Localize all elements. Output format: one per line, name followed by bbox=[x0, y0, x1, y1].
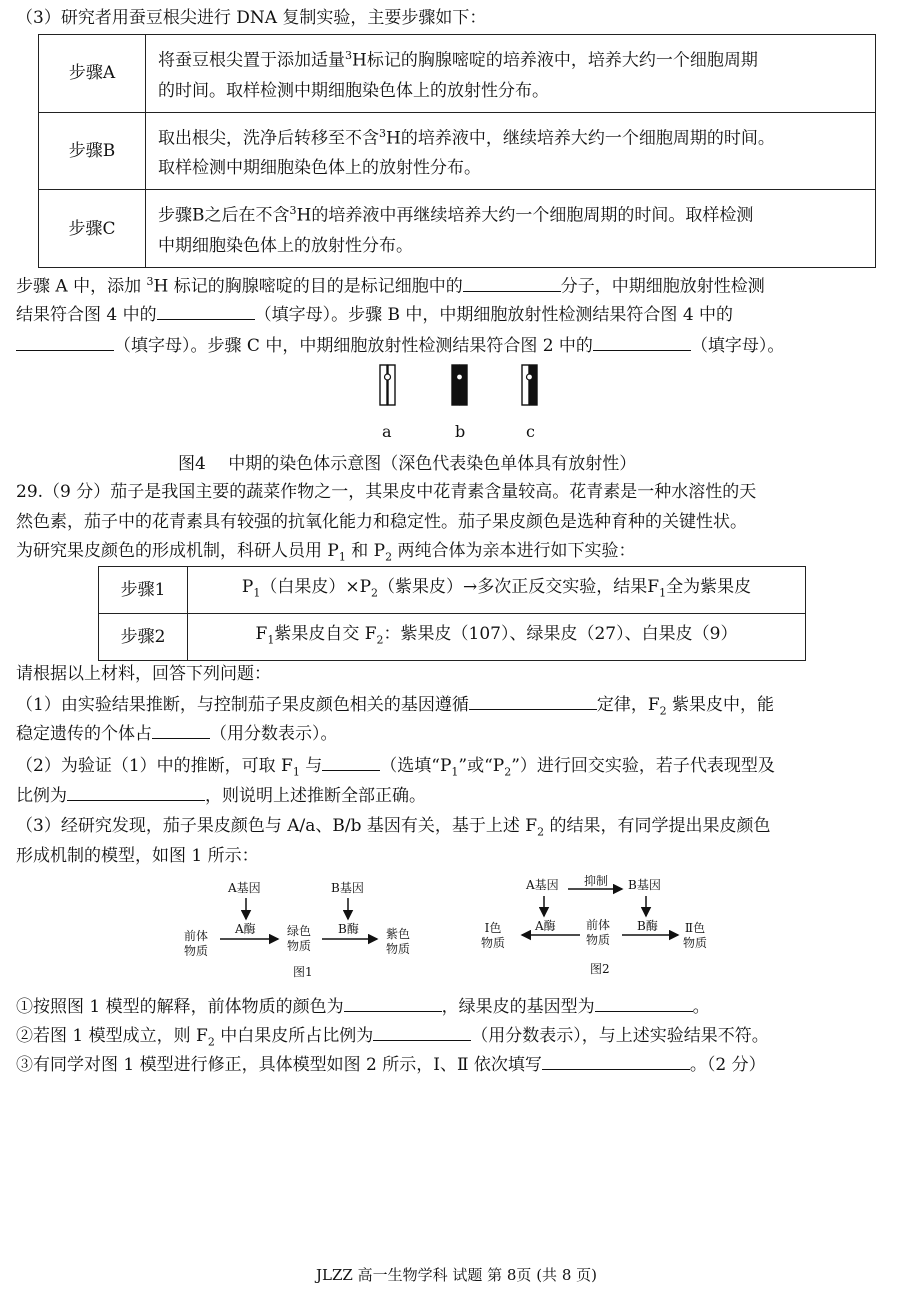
step-b-label: 步骤B bbox=[39, 112, 146, 190]
answer-blank[interactable] bbox=[373, 1024, 471, 1041]
fig4-label-c: c bbox=[526, 422, 535, 441]
step-c-text: 步骤B之后在不含$^3$H的培养液中再继续培养大约一个细胞周期的时间。取样检测 中期细胞染色体上的放射性分布。 bbox=[146, 190, 876, 268]
fig1-precursor: 前体 物质 bbox=[184, 929, 209, 958]
q29-line3: 为研究果皮颜色的形成机制，科研人员用 $P_1$ 和 $P_2$ 两纯合体为亲本进行如下实验： bbox=[16, 541, 636, 564]
q28-para-line1: 步骤 A 中，添加 $^3$H 标记的胸腺嘧啶的目的是标记细胞中的 分子，中期细胞放射性检测 bbox=[16, 275, 765, 297]
q29-1-line1: （1）由实验结果推断，与控制茄子果皮颜色相关的基因遵循 定律，$F_2$ 紫果皮中，能 bbox=[16, 695, 775, 718]
fig1-a-enzyme: A酶 bbox=[235, 922, 256, 936]
fig1-a-gene: A基因 bbox=[228, 881, 261, 895]
table-row bbox=[99, 567, 806, 614]
q29-2-line2: 比例为 ，则说明上述推断全部正确。 bbox=[16, 786, 426, 806]
step-a-text: 将蚕豆根尖置于添加适量$^3$H标记的胸腺嘧啶的培养液中，培养大约一个细胞周期 的时间。取样检测中期细胞染色体上的放射性分布。 bbox=[146, 35, 876, 113]
answer-blank[interactable] bbox=[157, 303, 255, 320]
fig2-ii-substance: Ⅱ色 物质 bbox=[683, 921, 708, 950]
fig2-precursor: 前体 物质 bbox=[586, 918, 611, 947]
q29-2-line1: （2）为验证（1）中的推断，可取 $F_1$ 与 （选填“$P_1$”或“$P_2$”）进行回交实验，若子代表现型及 bbox=[16, 756, 775, 779]
fig1-b-gene: B基因 bbox=[331, 881, 364, 895]
q29-line2: 然色素，茄子中的花青素具有较强的抗氧化能力和稳定性。茄子果皮颜色是选种育种的关键性状。 bbox=[16, 512, 747, 532]
step1-text: $P_1$（白果皮）$\times P_2$（紫果皮）→多次正反交实验，结果$F_1$全为紫果皮 bbox=[188, 567, 806, 614]
chromosome-a bbox=[380, 365, 395, 405]
q29-3-sub3: ③有同学对图 1 模型进行修正，具体模型如图 2 所示，Ⅰ、Ⅱ 依次填写 。（2 分） bbox=[16, 1055, 766, 1075]
fig2-a-enzyme: A酶 bbox=[535, 919, 556, 933]
answer-blank[interactable] bbox=[593, 334, 691, 351]
fig2-inhibit: 抑制 bbox=[584, 874, 609, 888]
fig2-caption: 图2 bbox=[590, 962, 610, 976]
fig1-purple-substance: 紫色 物质 bbox=[386, 927, 411, 956]
step-b-text: 取出根尖，洗净后转移至不含$^3$H的培养液中，继续培养大约一个细胞周期的时间。 取样检测中期细胞染色体上的放射性分布。 bbox=[146, 112, 876, 190]
step1-label: 步骤1 bbox=[99, 567, 188, 614]
answer-blank[interactable] bbox=[322, 754, 380, 771]
answer-blank[interactable] bbox=[542, 1053, 690, 1070]
q29-line1: 29.（9 分）茄子是我国主要的蔬菜作物之一，其果皮中花青素含量较高。花青素是一种水溶性的天 bbox=[16, 482, 757, 502]
table-row bbox=[39, 112, 876, 190]
fig2-b-enzyme: B酶 bbox=[637, 919, 658, 933]
fig4-caption: 图4 中期的染色体示意图（深色代表染色单体具有放射性） bbox=[178, 454, 637, 474]
answer-blank[interactable] bbox=[595, 995, 693, 1012]
table-row bbox=[39, 190, 876, 268]
chromosome-c bbox=[522, 365, 537, 405]
fig4-label-a: a bbox=[382, 422, 392, 441]
step2-text: $F_1$紫果皮自交 $F_2$：紫果皮（107）、绿果皮（27）、白果皮（9） bbox=[188, 614, 806, 661]
answer-blank[interactable] bbox=[16, 334, 114, 351]
answer-blank[interactable] bbox=[344, 995, 442, 1012]
q29-3-line2: 形成机制的模型，如图 1 所示： bbox=[16, 846, 259, 866]
fig4-label-b: b bbox=[455, 422, 466, 441]
fig1-green-substance: 绿色 物质 bbox=[287, 924, 312, 953]
step2-label: 步骤2 bbox=[99, 614, 188, 661]
answer-blank[interactable] bbox=[463, 275, 561, 292]
fig2-a-gene: A基因 bbox=[526, 878, 559, 892]
q29-3-sub1: ①按照图 1 模型的解释，前体物质的颜色为 ，绿果皮的基因型为 。 bbox=[16, 997, 710, 1017]
figure4-chromosomes bbox=[370, 362, 550, 412]
q29-3-line1: （3）经研究发现，茄子果皮颜色与 A/a、B/b 基因有关，基于上述 $F_2$ 的结果，有同学提出果皮颜色 bbox=[16, 816, 771, 839]
q28-para-line3: （填字母）。步骤 C 中，中期细胞放射性检测结果符合图 2 中的 （填字母）。 bbox=[16, 334, 784, 357]
step-c-label: 步骤C bbox=[39, 190, 146, 268]
chromosome-b bbox=[452, 365, 467, 405]
answer-blank[interactable] bbox=[469, 693, 597, 710]
q28-3-intro: （3）研究者用蚕豆根尖进行 DNA 复制实验，主要步骤如下： bbox=[16, 8, 487, 28]
table-row bbox=[99, 614, 806, 661]
fig1-b-enzyme: B酶 bbox=[338, 922, 359, 936]
q29-3-sub2: ②若图 1 模型成立，则 $F_2$ 中白果皮所占比例为 （用分数表示），与上述实验结果不符。 bbox=[16, 1026, 769, 1049]
page-footer: JLZZ 高一生物学科 试题 第 8页 (共 8 页) bbox=[316, 1266, 597, 1284]
q29-ask: 请根据以上材料，回答下列问题： bbox=[16, 664, 271, 684]
fig2-b-gene: B基因 bbox=[628, 878, 661, 892]
answer-blank[interactable] bbox=[67, 784, 205, 801]
steps-table bbox=[38, 34, 876, 268]
fig2-i-substance: Ⅰ色 物质 bbox=[481, 921, 506, 950]
experiment-table bbox=[98, 566, 806, 661]
answer-blank[interactable] bbox=[152, 722, 210, 739]
step-a-label: 步骤A bbox=[39, 35, 146, 113]
q28-para-line2: 结果符合图 4 中的 （填字母）。步骤 B 中，中期细胞放射性检测结果符合图 4 中的 bbox=[16, 305, 734, 325]
q29-1-line2: 稳定遗传的个体占 （用分数表示）。 bbox=[16, 724, 338, 744]
fig1-caption: 图1 bbox=[293, 965, 313, 979]
table-row bbox=[39, 35, 876, 113]
